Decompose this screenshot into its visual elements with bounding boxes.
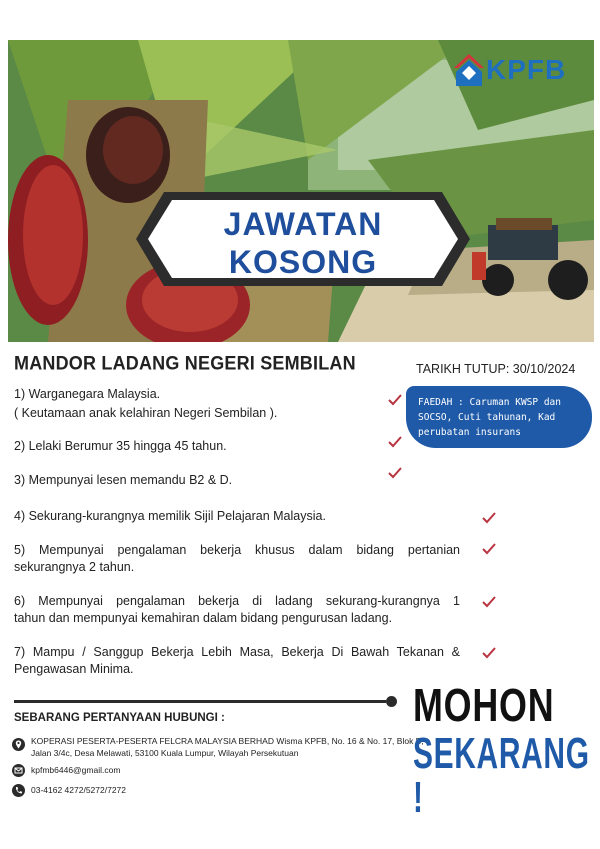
email-icon xyxy=(12,764,25,777)
check-icon xyxy=(388,394,402,406)
phone-icon xyxy=(12,784,25,797)
apply-now-line-1: MOHON xyxy=(413,679,555,731)
banner-line-2: KOSONG xyxy=(228,244,378,280)
location-pin-icon xyxy=(12,738,25,751)
requirement-5: 5) Mempunyai pengalaman bekerja khusus dalam bidang pertanian sekurangnya 2 tahun. xyxy=(14,543,460,574)
check-icon xyxy=(482,596,496,608)
requirement-2: 2) Lelaki Berumur 35 hingga 45 tahun. xyxy=(14,439,227,453)
requirement-7: 7) Mampu / Sanggup Bekerja Lebih Masa, Bekerja Di Bawah Tekanan & Pengawasan Minima. xyxy=(14,645,460,676)
benefits-text: FAEDAH : Caruman KWSP dan SOCSO, Cuti tahunan, Kad perubatan insurans xyxy=(418,397,561,438)
check-icon xyxy=(388,467,402,479)
divider-line xyxy=(14,700,386,703)
check-icon xyxy=(482,647,496,659)
contact-heading: SEBARANG PERTANYAAN HUBUNGI : xyxy=(14,712,225,724)
benefits-bubble xyxy=(406,386,592,448)
contact-email[interactable]: kpfmb6446@gmail.com xyxy=(31,765,121,775)
kpfb-logo xyxy=(452,50,592,90)
requirement-4: 4) Sekurang-kurangnya memilik Sijil Pelajaran Malaysia. xyxy=(14,509,326,523)
contact-phone[interactable]: 03-4162 4272/5272/7272 xyxy=(31,785,127,795)
banner-title xyxy=(136,208,470,278)
closing-date: TARIKH TUTUP: 30/10/2024 xyxy=(416,362,576,376)
divider-dot xyxy=(386,696,397,707)
requirement-1: 1) Warganegara Malaysia. ( Keutamaan anak kelahiran Negeri Sembilan ). xyxy=(14,387,278,420)
check-icon xyxy=(482,543,496,555)
job-title: MANDOR LADANG NEGERI SEMBILAN xyxy=(14,352,356,374)
contact-address: KOPERASI PESERTA-PESERTA FELCRA MALAYSIA BERHAD Wisma KPFB, No. 16 & No. 17, Blok B, Jalan 3/4c, Desa Melawati, 53100 Kuala Lumpur, Wilayah Persekutuan xyxy=(31,736,424,758)
apply-now-line-2: SEKARANG ! xyxy=(413,729,590,822)
title-banner xyxy=(136,192,470,286)
hero-image xyxy=(8,40,594,342)
check-icon xyxy=(482,512,496,524)
banner-line-1: JAWATAN xyxy=(223,206,383,242)
requirement-6: 6) Mempunyai pengalaman bekerja di ladang sekurang-kurangnya 1 tahun dan mempunyai kemahiran dalam bidang pengurusan ladang. xyxy=(14,594,460,625)
kpfb-house-logo-icon xyxy=(452,52,486,88)
logo-text: KPFB xyxy=(486,54,567,85)
requirement-3: 3) Mempunyai lesen memandu B2 & D. xyxy=(14,473,233,487)
check-icon xyxy=(388,436,402,448)
